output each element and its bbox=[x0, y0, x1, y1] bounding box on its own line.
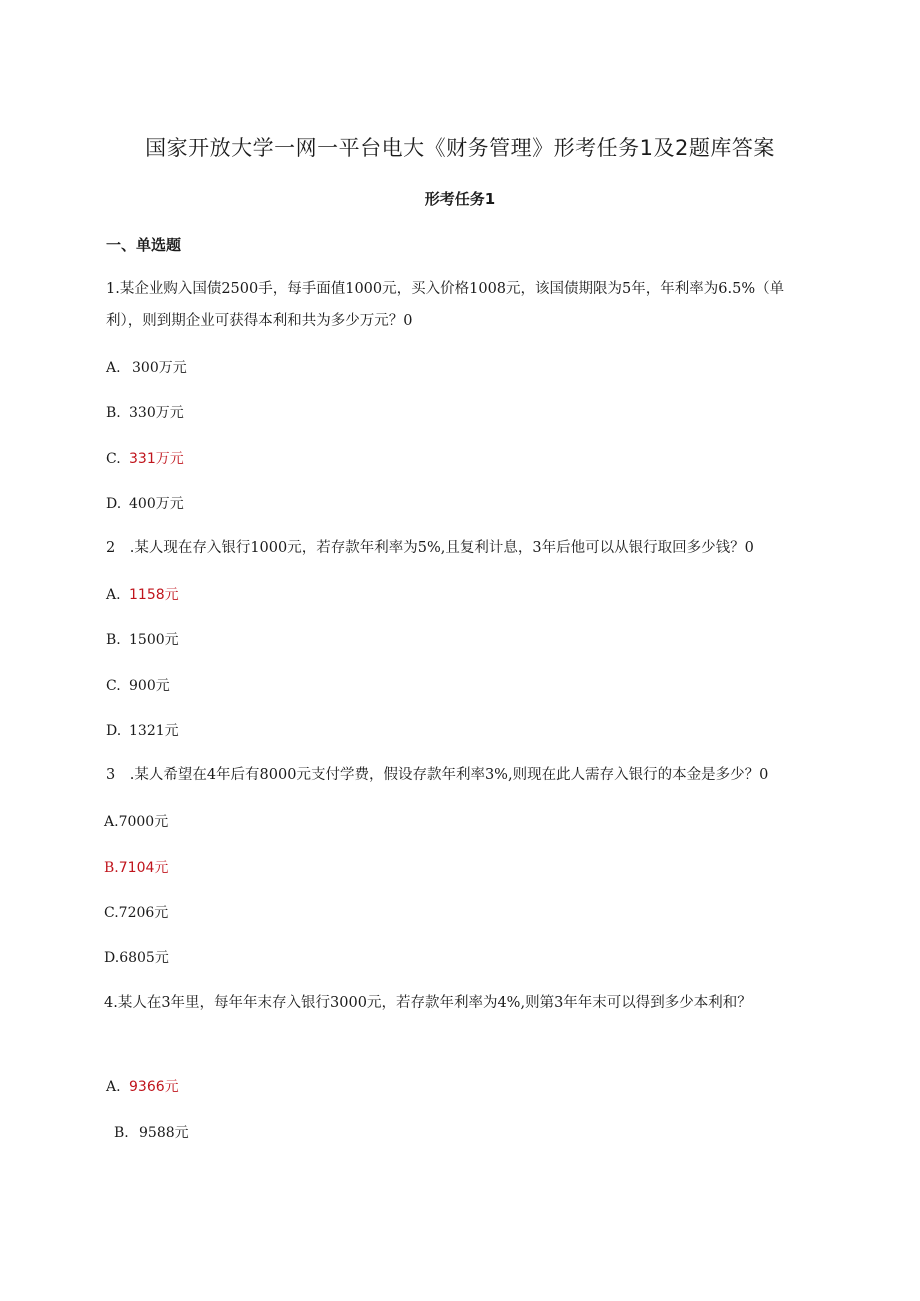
option-label: A. bbox=[106, 360, 121, 376]
option-label: D. bbox=[106, 496, 122, 512]
option-label: A. bbox=[106, 587, 121, 603]
correct-answer-text: 9366元 bbox=[129, 1079, 179, 1095]
option-text: 9588元 bbox=[139, 1125, 189, 1141]
option-label: B. bbox=[106, 632, 121, 648]
option-label: A. bbox=[106, 1079, 121, 1095]
question-2-line-1: 2 .某人现在存入银行1000元，若存款年利率为5%,且复利计息，3年后他可以从银行取回多少钱？0 bbox=[106, 540, 754, 556]
correct-answer-text: 1158元 bbox=[129, 587, 179, 603]
question-1-option-a bbox=[106, 357, 187, 377]
option-text: 6805元 bbox=[119, 950, 169, 966]
option-text: 900元 bbox=[129, 678, 170, 694]
question-4-line-1: 4.某人在3年里，每年年末存入银行3000元，若存款年利率为4%,则第3年年末可以得到多少本利和？ bbox=[104, 995, 752, 1011]
option-text: 400万元 bbox=[129, 496, 184, 512]
option-label: B. bbox=[104, 860, 119, 876]
question-1-line-1: 1.某企业购入国债2500手，每手面值1000元，买入价格1008元，该国债期限为5年，年利率为6.5%（单 bbox=[106, 281, 785, 297]
question-2-option-c bbox=[106, 675, 170, 695]
option-text: 300万元 bbox=[132, 360, 187, 376]
option-text: 7206元 bbox=[118, 905, 169, 921]
option-label: A. bbox=[104, 814, 119, 830]
option-label: B. bbox=[114, 1125, 129, 1141]
option-text: 330万元 bbox=[129, 405, 184, 421]
correct-answer-text: 7104元 bbox=[118, 860, 169, 876]
question-3-option-a bbox=[104, 811, 168, 831]
option-label: D. bbox=[106, 723, 122, 739]
option-text: 1500元 bbox=[129, 632, 179, 648]
question-1-option-b bbox=[106, 402, 184, 422]
question-2-option-a-correct bbox=[106, 584, 179, 604]
document-title: 国家开放大学一网一平台电大《财务管理》形考任务1及2题库答案 bbox=[145, 136, 775, 160]
question-1-option-c-correct bbox=[106, 448, 184, 468]
question-3-option-b-correct bbox=[104, 857, 168, 877]
question-2-option-b bbox=[106, 629, 179, 649]
correct-answer-text: 331万元 bbox=[129, 451, 184, 467]
option-label: B. bbox=[106, 405, 121, 421]
question-3-option-d bbox=[104, 947, 169, 967]
option-label: C. bbox=[106, 451, 121, 467]
question-2-option-d bbox=[106, 720, 179, 740]
question-1-line-2: 利），则到期企业可获得本利和共为多少万元？0 bbox=[106, 313, 413, 329]
option-text: 1321元 bbox=[129, 723, 179, 739]
document-subtitle: 形考任务1 bbox=[424, 190, 496, 208]
question-4-option-a-correct bbox=[106, 1076, 179, 1096]
question-3-option-c bbox=[104, 902, 168, 922]
option-label: D. bbox=[104, 950, 120, 966]
question-4-option-b bbox=[114, 1122, 189, 1142]
option-text: 7000元 bbox=[118, 814, 169, 830]
option-label: C. bbox=[104, 905, 119, 921]
section-heading: 一、单选题 bbox=[106, 236, 182, 254]
question-3-line-1: 3 .某人希望在4年后有8000元支付学费，假设存款年利率3%,则现在此人需存入银行的本金是多少？0 bbox=[106, 767, 769, 783]
option-label: C. bbox=[106, 678, 121, 694]
question-1-option-d bbox=[106, 493, 184, 513]
